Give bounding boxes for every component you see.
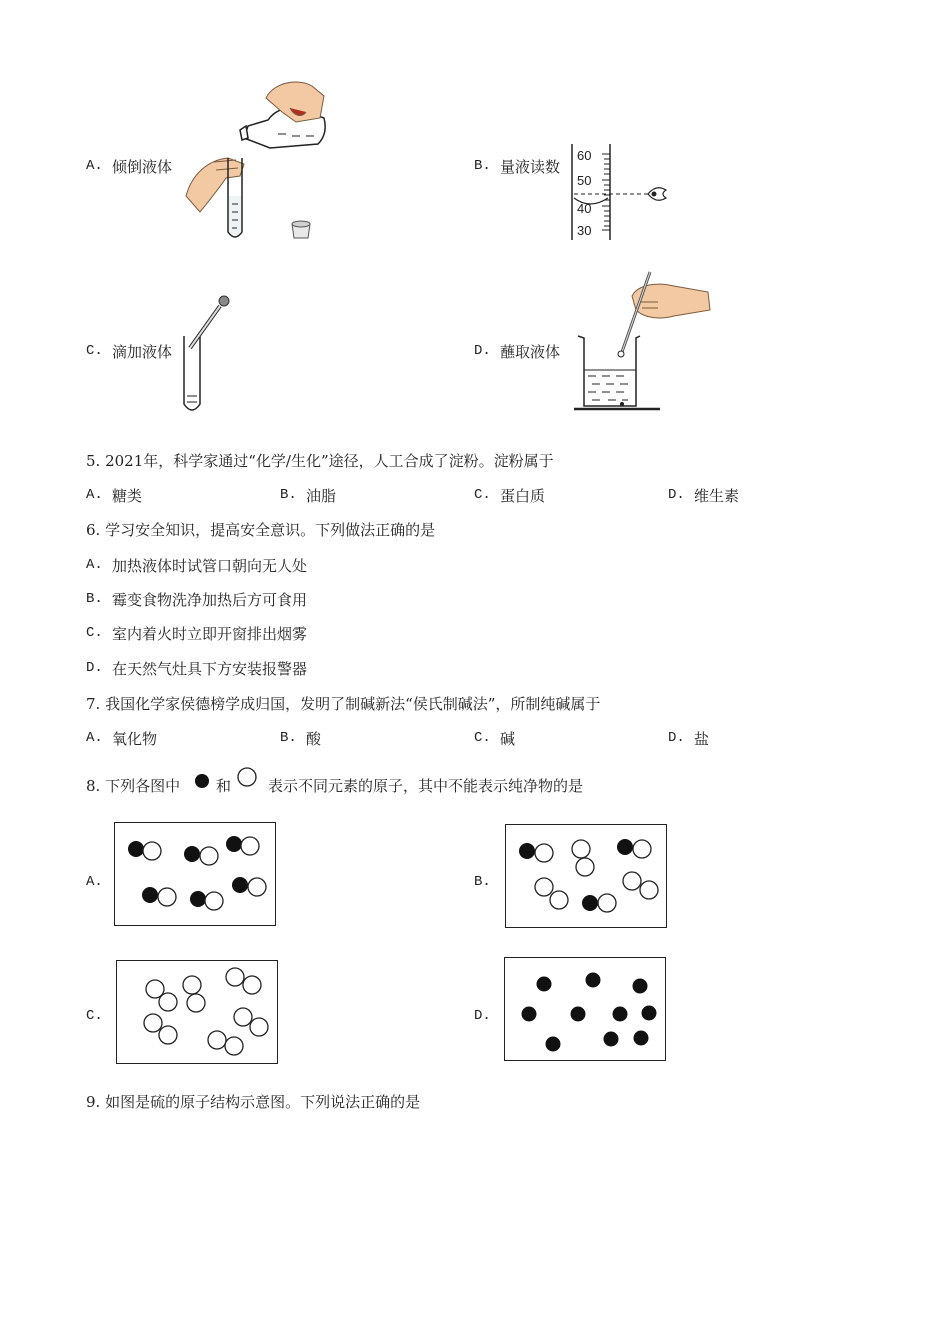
option-letter: D.	[474, 1008, 491, 1024]
cylinder-tick-label: 60	[577, 148, 592, 163]
option-text: 倾倒液体	[112, 158, 173, 176]
option-letter: D.	[668, 730, 685, 746]
option-text: 在天然气灶具下方安装报警器	[112, 660, 308, 678]
option-text: 霉变食物洗净加热后方可食用	[112, 591, 308, 609]
option-text: 蛋白质	[500, 487, 546, 505]
option-letter: C.	[86, 343, 103, 359]
option-letter: A.	[86, 874, 103, 890]
cylinder-tick-label: 50	[577, 173, 592, 188]
particle-box-b	[505, 824, 667, 928]
particle-diagram	[117, 961, 277, 1063]
option-letter: B.	[280, 487, 297, 503]
question-stem: 7. 我国化学家侯德榜学成归国，发明了制碱新法“侯氏制碱法”，所制纯碱属于	[86, 695, 601, 713]
eye-icon	[648, 188, 666, 201]
question-stem: 6. 学习安全知识，提高安全意识。下列做法正确的是	[86, 521, 436, 539]
pouring-liquid-figure	[178, 78, 328, 248]
option-letter: B.	[86, 591, 103, 607]
option-text: 酸	[306, 730, 322, 748]
option-text: 糖类	[112, 487, 143, 505]
option-text: 碱	[500, 730, 516, 748]
option-text: 油脂	[306, 487, 337, 505]
question-stem-start: 8. 下列各图中	[86, 777, 181, 795]
cylinder-tick-label: 40	[577, 201, 592, 216]
option-text: 量液读数	[500, 158, 561, 176]
particle-box-c	[116, 960, 278, 1064]
option-letter: D.	[474, 343, 491, 359]
option-text: 盐	[694, 730, 710, 748]
cylinder-tick-label: 30	[577, 223, 592, 238]
option-letter: D.	[668, 487, 685, 503]
option-letter: A.	[86, 158, 103, 174]
dropping-liquid-figure	[180, 292, 240, 416]
option-text: 蘸取液体	[500, 343, 561, 361]
graduated-cylinder-figure	[566, 140, 676, 246]
option-letter: B.	[280, 730, 297, 746]
particle-box-a	[114, 822, 276, 926]
option-text: 维生素	[694, 487, 740, 505]
option-letter: A.	[86, 557, 103, 573]
option-letter: C.	[86, 1008, 103, 1024]
particle-diagram	[115, 823, 275, 925]
option-letter: A.	[86, 730, 103, 746]
question-stem-and: 和	[216, 777, 232, 795]
option-letter: C.	[86, 625, 103, 641]
option-text: 加热液体时试管口朝向无人处	[112, 557, 308, 575]
option-text: 室内着火时立即开窗排出烟雾	[112, 625, 308, 643]
option-letter: A.	[86, 487, 103, 503]
question-stem: 9. 如图是硫的原子结构示意图。下列说法正确的是	[86, 1093, 421, 1111]
question-stem: 5. 2021年，科学家通过“化学/生化”途径，人工合成了淀粉。淀粉属于	[86, 452, 554, 470]
option-letter: C.	[474, 487, 491, 503]
particle-diagram	[505, 958, 665, 1060]
option-letter: B.	[474, 158, 491, 174]
white-atom-icon	[236, 766, 258, 788]
option-letter: B.	[474, 874, 491, 890]
dipping-liquid-figure	[574, 268, 714, 414]
black-atom-icon	[194, 773, 210, 789]
question-stem-end: 表示不同元素的原子，其中不能表示纯净物的是	[268, 777, 584, 795]
option-text: 氧化物	[112, 730, 158, 748]
option-letter: C.	[474, 730, 491, 746]
option-text: 滴加液体	[112, 343, 173, 361]
option-letter: D.	[86, 660, 103, 676]
particle-box-d	[504, 957, 666, 1061]
particle-diagram	[506, 825, 666, 927]
